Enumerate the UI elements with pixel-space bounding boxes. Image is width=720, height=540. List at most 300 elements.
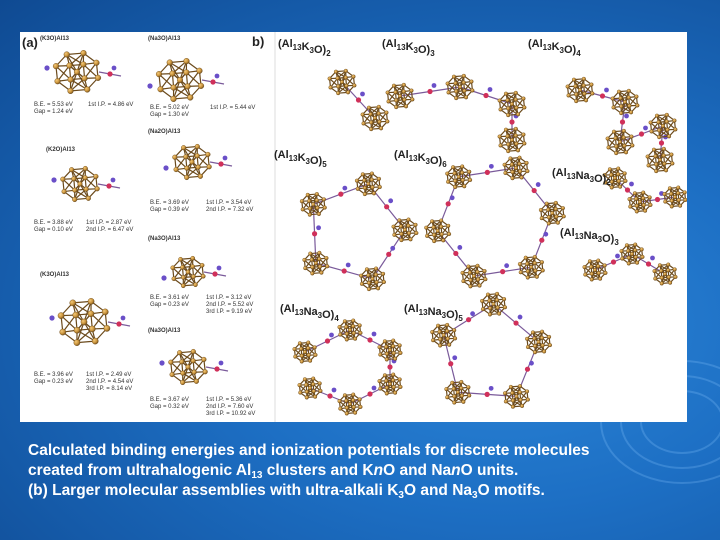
- al-atom: [391, 373, 395, 377]
- label-text: (Al: [278, 38, 293, 50]
- alkali-atom: [219, 361, 224, 366]
- label-text: Na: [575, 170, 590, 182]
- al-atom: [361, 172, 365, 176]
- alkali-atom: [372, 332, 377, 337]
- al-atom: [94, 60, 100, 66]
- al-atom: [603, 264, 607, 268]
- label-text: O): [322, 309, 335, 321]
- cluster-a5-gap: Gap = 0.23 eV: [34, 379, 73, 385]
- alkali-atom: [488, 87, 493, 92]
- al-atom: [597, 271, 601, 275]
- oxygen-atom: [356, 97, 361, 102]
- al-atom: [633, 248, 637, 252]
- label-text: (Al: [528, 38, 543, 50]
- al-atom: [394, 105, 398, 109]
- al-atom: [391, 344, 395, 348]
- al-atom: [378, 387, 382, 391]
- al-atom: [657, 135, 661, 139]
- al-atom: [627, 262, 631, 266]
- oxygen-atom: [214, 366, 219, 371]
- al-atom: [662, 147, 666, 151]
- al-atom: [398, 344, 402, 348]
- al-atom: [313, 346, 317, 350]
- label-subscript: 13: [292, 43, 302, 52]
- oxygen-atom: [466, 317, 471, 322]
- al-atom: [83, 166, 88, 171]
- al-atom: [60, 329, 66, 335]
- al-atom: [509, 385, 513, 389]
- al-atom: [310, 258, 314, 262]
- cluster-a7-ip1: 1st I.P. = 5.36 eV: [206, 397, 252, 403]
- alkali-atom: [536, 182, 541, 187]
- al-atom: [665, 120, 669, 124]
- al-atom: [665, 113, 669, 117]
- al-atom: [617, 179, 621, 183]
- al-atom: [468, 178, 472, 182]
- al-atom: [180, 265, 184, 269]
- al-atom: [190, 160, 195, 165]
- oxygen-atom: [646, 261, 651, 266]
- al-atom: [646, 155, 650, 159]
- al-atom: [673, 268, 677, 272]
- al-atom: [631, 144, 635, 148]
- al-atom: [496, 306, 500, 310]
- al-atom: [180, 380, 185, 385]
- alkali-atom: [44, 65, 49, 70]
- al-atom: [624, 151, 628, 155]
- alkali-atom: [452, 355, 457, 360]
- label-subscript: 13: [574, 232, 584, 241]
- al-atom: [663, 162, 667, 166]
- al-atom: [81, 319, 87, 325]
- al-atom: [514, 127, 518, 131]
- label-text: (Al: [280, 303, 295, 315]
- al-atom: [453, 185, 457, 189]
- caption-italic: n: [373, 462, 384, 479]
- assembly-label: [552, 167, 611, 187]
- al-atom: [293, 347, 297, 351]
- al-atom: [515, 106, 519, 110]
- al-atom: [506, 113, 510, 117]
- al-atom: [468, 170, 472, 174]
- al-atom: [402, 90, 406, 94]
- label-text: K: [405, 41, 414, 53]
- al-atom: [461, 271, 465, 275]
- al-atom: [614, 136, 618, 140]
- al-atom: [670, 199, 674, 203]
- al-atom: [303, 266, 307, 270]
- al-atom: [58, 312, 64, 318]
- al-atom: [540, 336, 544, 340]
- alkali-atom: [624, 114, 629, 119]
- al-atom: [660, 282, 664, 286]
- al-atom: [666, 128, 670, 132]
- al-atom: [303, 350, 307, 354]
- al-atom: [370, 178, 374, 182]
- al-atom: [453, 395, 457, 399]
- al-atom: [200, 263, 204, 267]
- al-atom: [533, 344, 537, 348]
- al-atom: [514, 98, 518, 102]
- al-atom: [198, 174, 203, 179]
- al-atom: [194, 379, 199, 384]
- cluster-a7-gap: Gap = 0.32 eV: [150, 404, 189, 410]
- al-atom: [325, 256, 329, 260]
- al-atom: [447, 343, 451, 347]
- al-atom: [518, 390, 522, 394]
- al-atom: [298, 391, 302, 395]
- oxygen-atom: [338, 192, 343, 197]
- al-atom: [424, 226, 428, 230]
- al-atom: [81, 62, 87, 68]
- al-atom: [541, 269, 545, 273]
- al-atom: [343, 319, 347, 323]
- al-atom: [504, 171, 508, 175]
- al-atom: [344, 69, 348, 73]
- cluster-a7-ip2: 2nd I.P. = 7.60 eV: [206, 404, 254, 410]
- al-atom: [181, 145, 186, 150]
- al-atom: [667, 275, 671, 279]
- al-atom: [502, 297, 506, 301]
- caption-line-3: [28, 481, 698, 501]
- al-atom: [457, 175, 461, 179]
- alkali-atom: [217, 266, 222, 271]
- alkali-atom: [529, 361, 534, 366]
- al-atom: [676, 191, 680, 195]
- al-atom: [520, 404, 524, 408]
- al-atom: [307, 199, 311, 203]
- cluster-a7-name: (Na3O)Al13: [148, 328, 181, 334]
- al-atom: [102, 309, 108, 315]
- al-atom: [398, 94, 402, 98]
- al-atom: [195, 144, 200, 149]
- alkali-atom: [518, 315, 523, 320]
- al-atom: [653, 277, 657, 281]
- al-atom: [306, 346, 310, 350]
- al-atom: [518, 384, 522, 388]
- al-atom: [635, 261, 639, 265]
- al-atom: [387, 100, 391, 104]
- al-atom: [74, 340, 80, 346]
- oxygen-atom: [427, 89, 432, 94]
- al-atom: [299, 347, 303, 351]
- oxygen-atom: [483, 93, 488, 98]
- al-atom: [596, 259, 600, 263]
- al-atom: [359, 331, 363, 335]
- cluster-a2-gap: Gap = 1.30 eV: [150, 112, 189, 118]
- label-text: (Al: [404, 303, 419, 315]
- cluster-a6-name: (Na3O)Al13: [148, 236, 181, 242]
- al-atom: [392, 351, 396, 355]
- al-atom: [546, 208, 550, 212]
- al-atom: [478, 284, 482, 288]
- al-atom: [662, 154, 666, 158]
- al-atom: [403, 98, 407, 102]
- al-atom: [627, 96, 631, 100]
- al-atom: [369, 121, 373, 125]
- al-atom: [374, 273, 378, 277]
- oxygen-atom: [600, 93, 605, 98]
- al-atom: [198, 83, 204, 89]
- al-atom: [305, 396, 309, 400]
- alkali-atom: [372, 386, 377, 391]
- label-text: K: [301, 41, 310, 53]
- al-atom: [648, 196, 652, 200]
- al-atom: [351, 398, 355, 402]
- al-atom: [446, 224, 450, 228]
- al-atom: [445, 172, 449, 176]
- al-atom: [518, 262, 522, 266]
- label-text: O): [563, 44, 577, 56]
- alkali-atom: [504, 263, 509, 268]
- al-atom: [363, 186, 367, 190]
- al-atom: [611, 97, 615, 101]
- al-atom: [336, 76, 340, 80]
- al-atom: [432, 233, 436, 237]
- cluster-a1-gap: Gap = 1.24 eV: [34, 109, 73, 115]
- al-atom: [305, 390, 309, 394]
- al-atom: [348, 402, 352, 406]
- al-atom: [566, 85, 570, 89]
- al-atom: [657, 129, 661, 133]
- al-atom: [356, 187, 360, 191]
- label-text: O): [429, 155, 443, 167]
- al-atom: [572, 78, 576, 82]
- al-atom: [104, 325, 110, 331]
- al-atom: [385, 352, 389, 356]
- al-atom: [393, 391, 397, 395]
- al-atom: [519, 398, 523, 402]
- al-atom: [308, 207, 312, 211]
- al-atom: [171, 96, 177, 102]
- al-atom: [524, 256, 528, 260]
- al-atom: [620, 257, 624, 261]
- al-atom: [311, 272, 315, 276]
- al-atom: [520, 176, 524, 180]
- al-atom: [197, 68, 203, 74]
- al-atom: [69, 167, 74, 172]
- al-atom: [306, 341, 310, 345]
- al-atom: [510, 163, 514, 167]
- al-atom: [414, 223, 418, 227]
- al-atom: [394, 99, 398, 103]
- al-atom: [67, 63, 73, 69]
- assembly-label: [560, 227, 619, 247]
- label-subscript: 3: [559, 46, 564, 55]
- cluster-a1-ip1: 1st I.P. = 4.86 eV: [88, 102, 134, 108]
- al-atom: [596, 264, 600, 268]
- al-atom: [430, 330, 434, 334]
- al-atom: [624, 179, 628, 183]
- al-atom: [170, 71, 176, 77]
- al-atom: [376, 287, 380, 291]
- al-atom: [539, 208, 543, 212]
- al-atom: [674, 275, 678, 279]
- al-atom: [627, 256, 631, 260]
- al-atom: [206, 152, 211, 157]
- oxygen-atom: [625, 187, 630, 192]
- al-atom: [486, 293, 490, 297]
- label-subscript: 3: [589, 175, 595, 184]
- label-subscript: 13: [294, 308, 304, 317]
- al-atom: [180, 371, 185, 376]
- al-atom: [308, 213, 312, 217]
- alkali-atom: [604, 88, 609, 93]
- al-atom: [379, 127, 383, 131]
- al-atom: [72, 197, 77, 202]
- al-atom: [567, 94, 571, 98]
- al-atom: [511, 391, 515, 395]
- cluster-a3-be: B.E. = 3.88 eV: [34, 220, 73, 226]
- oxygen-atom: [325, 338, 330, 343]
- al-atom: [467, 385, 471, 389]
- al-atom: [353, 411, 357, 415]
- al-atom: [561, 206, 565, 210]
- al-atom: [374, 267, 378, 271]
- al-atom: [525, 337, 529, 341]
- al-atom: [351, 393, 355, 397]
- al-atom: [338, 333, 342, 337]
- al-atom: [616, 172, 620, 176]
- al-atom: [361, 113, 365, 117]
- oxygen-atom: [210, 79, 215, 84]
- al-atom: [583, 265, 587, 269]
- al-atom: [184, 175, 189, 180]
- al-atom: [499, 108, 503, 112]
- al-atom: [519, 270, 523, 274]
- alkali-atom: [388, 198, 393, 203]
- al-atom: [670, 205, 674, 209]
- al-atom: [506, 143, 510, 147]
- al-atom: [613, 176, 617, 180]
- cluster-a1-name: (K3O)Al13: [40, 36, 70, 42]
- alkali-atom: [489, 386, 494, 391]
- al-atom: [320, 271, 324, 275]
- al-atom: [303, 258, 307, 262]
- al-atom: [438, 338, 442, 342]
- al-atom: [506, 107, 510, 111]
- al-atom: [378, 345, 382, 349]
- al-atom: [584, 99, 588, 103]
- al-atom: [678, 204, 682, 208]
- al-atom: [668, 281, 672, 285]
- label-subscript: 6: [442, 160, 447, 169]
- al-atom: [633, 191, 637, 195]
- al-atom: [371, 186, 375, 190]
- label-subscript: 2: [326, 49, 331, 58]
- al-atom: [635, 204, 639, 208]
- al-atom: [378, 120, 382, 124]
- al-atom: [472, 274, 476, 278]
- al-atom: [503, 163, 507, 167]
- label-subscript: 3: [425, 157, 430, 166]
- al-atom: [445, 323, 449, 327]
- al-atom: [398, 378, 402, 382]
- al-atom: [365, 267, 369, 271]
- label-text: Na: [303, 306, 318, 318]
- al-atom: [430, 219, 434, 223]
- label-text: O): [602, 233, 615, 245]
- al-atom: [612, 106, 616, 110]
- al-atom: [318, 257, 322, 261]
- figure-svg: [20, 32, 687, 422]
- al-atom: [534, 269, 538, 273]
- al-atom: [404, 105, 408, 109]
- oxygen-atom: [485, 170, 490, 175]
- al-atom: [391, 339, 395, 343]
- al-atom: [313, 395, 317, 399]
- al-atom: [326, 265, 330, 269]
- al-atom: [488, 313, 492, 317]
- al-atom: [545, 202, 549, 206]
- al-atom: [192, 370, 197, 375]
- label-subscript: 3: [309, 46, 314, 55]
- al-atom: [655, 114, 659, 118]
- cluster-a7-ip3: 3rd I.P. = 10.92 eV: [206, 411, 256, 417]
- al-atom: [308, 386, 312, 390]
- alkali-atom: [49, 315, 54, 320]
- al-atom: [547, 335, 551, 339]
- al-atom: [92, 338, 98, 344]
- label-subscript: 2: [606, 178, 611, 187]
- al-atom: [522, 133, 526, 137]
- al-atom: [647, 164, 651, 168]
- al-atom: [70, 300, 76, 306]
- al-atom: [351, 319, 355, 323]
- al-atom: [537, 340, 541, 344]
- al-atom: [460, 394, 464, 398]
- al-atom: [308, 252, 312, 256]
- al-atom: [398, 218, 402, 222]
- al-atom: [666, 263, 670, 267]
- al-atom: [74, 69, 80, 75]
- al-atom: [344, 399, 348, 403]
- al-atom: [511, 170, 515, 174]
- al-atom: [604, 271, 608, 275]
- al-atom: [195, 153, 200, 158]
- al-atom: [525, 390, 529, 394]
- al-atom: [673, 195, 677, 199]
- label-subscript: 13: [288, 154, 298, 163]
- al-atom: [614, 145, 618, 149]
- al-atom: [462, 400, 466, 404]
- label-subscript: 13: [542, 43, 552, 52]
- al-atom: [336, 85, 340, 89]
- alkali-atom: [332, 388, 337, 393]
- al-atom: [658, 263, 662, 267]
- al-atom: [635, 210, 639, 214]
- panel-a-label: (a): [22, 35, 38, 50]
- caption-line-1: [28, 441, 698, 461]
- al-atom: [385, 386, 389, 390]
- al-atom: [484, 277, 488, 281]
- al-atom: [344, 76, 348, 80]
- al-atom: [400, 238, 404, 242]
- al-atom: [658, 158, 662, 162]
- al-atom: [88, 298, 94, 304]
- al-atom: [300, 199, 304, 203]
- al-atom: [588, 259, 592, 263]
- al-atom: [657, 120, 661, 124]
- oxygen-atom: [639, 131, 644, 136]
- al-atom: [683, 191, 687, 195]
- al-atom: [636, 104, 640, 108]
- al-atom: [650, 130, 654, 134]
- al-atom: [628, 205, 632, 209]
- al-atom: [526, 276, 530, 280]
- oxygen-atom: [509, 119, 514, 124]
- assembly-label: [278, 38, 331, 58]
